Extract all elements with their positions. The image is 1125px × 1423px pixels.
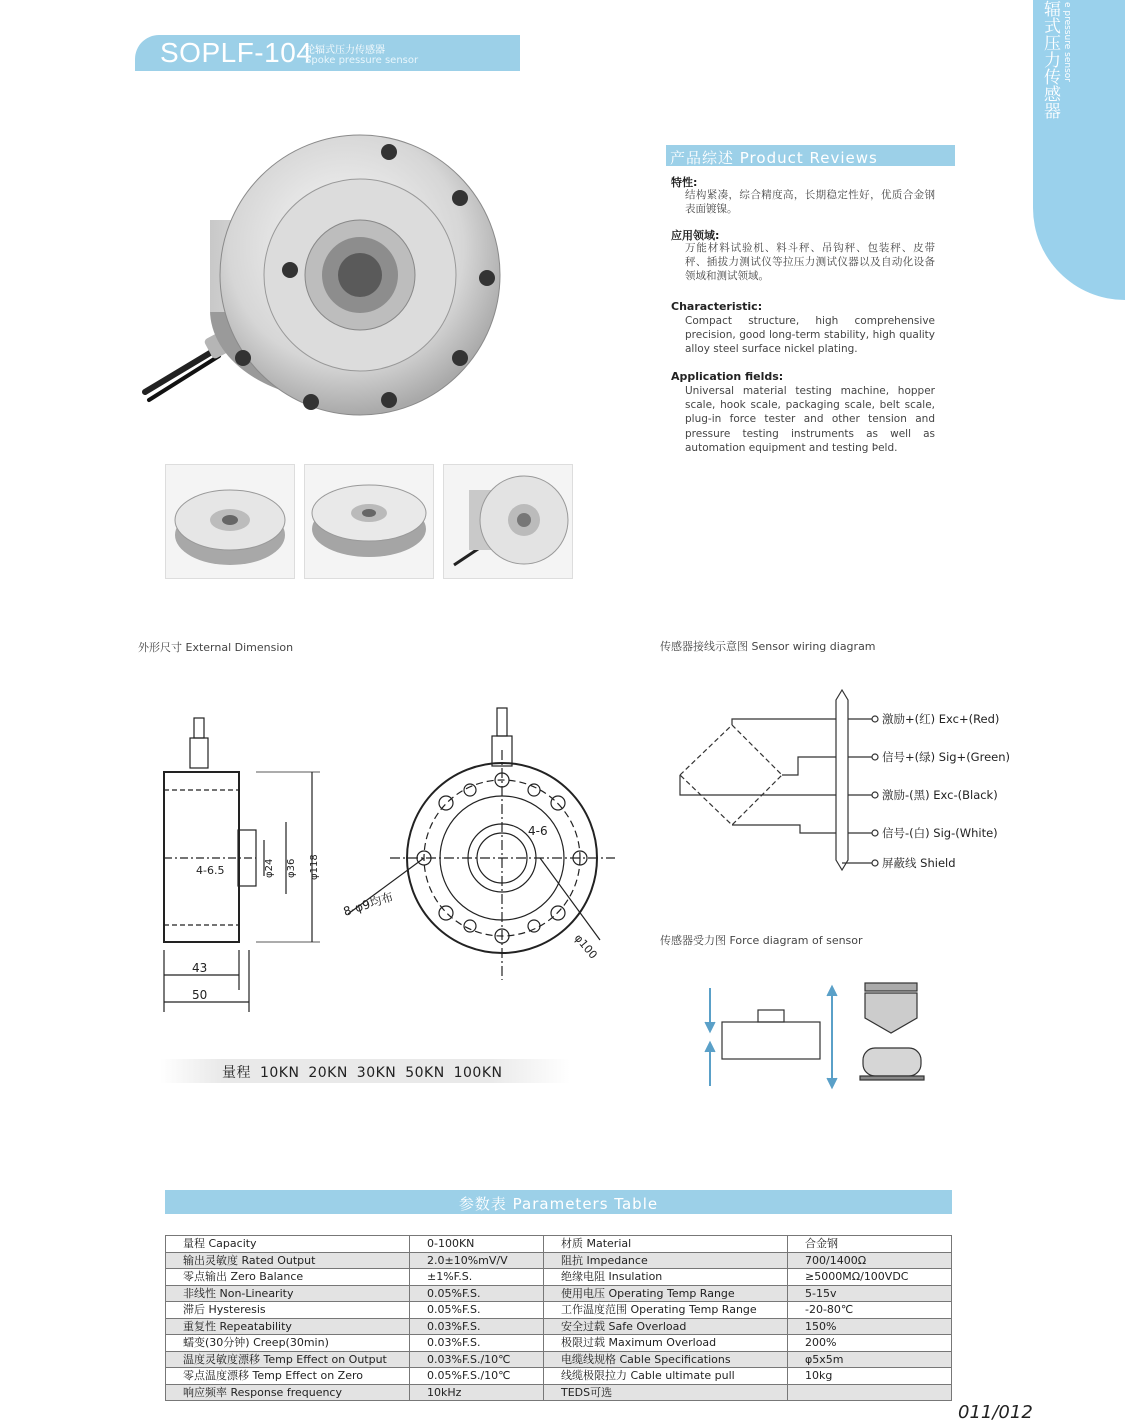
- page-number: 011/012: [958, 1402, 1033, 1423]
- dimension-caption: 外形尺寸 External Dimension: [138, 641, 294, 654]
- table-cell: 安全过载 Safe Overload: [544, 1318, 788, 1335]
- wiring-diagram: [670, 685, 1020, 880]
- table-cell: 合金钢: [788, 1236, 952, 1253]
- table-cell: 输出灵敏度 Rated Output: [166, 1252, 410, 1269]
- wire-sig-plus: 信号+(绿) Sig+(Green): [882, 750, 1010, 764]
- table-cell: 使用电压 Operating Temp Range: [544, 1285, 788, 1302]
- table-cell: 蠕变(30分钟) Creep(30min): [166, 1335, 410, 1352]
- table-cell: 响应频率 Response frequency: [166, 1384, 410, 1401]
- label-43: 43: [192, 961, 208, 975]
- table-row: [166, 1384, 952, 1401]
- table-cell: 重复性 Repeatability: [166, 1318, 410, 1335]
- wire-exc-plus: 激励+(红) Exc+(Red): [882, 712, 1000, 726]
- table-cell: 材质 Material: [544, 1236, 788, 1253]
- table-cell: [788, 1384, 952, 1401]
- fields-cn-text: 万能材料试验机、料斗秤、吊钩秤、包装秤、皮带秤、插拔力测试仪等拉压力测试仪器以及自动化设备领域和测试领域。: [685, 242, 935, 283]
- fields-en-label: Application fields:: [671, 370, 784, 383]
- table-cell: φ5x5m: [788, 1351, 952, 1368]
- force-caption: 传感器受力图 Force diagram of sensor: [660, 934, 863, 947]
- wire-sig-minus: 信号-(白) Sig-(White): [882, 826, 998, 840]
- table-cell: 10kHz: [410, 1384, 544, 1401]
- features-cn-label: 特性:: [671, 176, 698, 189]
- table-row: [166, 1335, 952, 1352]
- label-8-holes: 8-φ9均布: [341, 889, 395, 919]
- table-cell: 极限过载 Maximum Overload: [544, 1335, 788, 1352]
- label-d36: φ36: [286, 858, 297, 878]
- range-text: 量程 10KN 20KN 30KN 50KN 100KN: [222, 1065, 503, 1081]
- product-name-cn: 轮辐式压力传感器: [305, 45, 385, 56]
- table-row: [166, 1236, 952, 1253]
- label-4-6: 4-6: [528, 824, 548, 838]
- table-cell: 温度灵敏度漂移 Temp Effect on Output: [166, 1351, 410, 1368]
- table-row: [166, 1351, 952, 1368]
- external-dimension-drawing: [150, 690, 630, 1020]
- wire-shield: 屏蔽线 Shield: [882, 856, 956, 870]
- table-cell: 滞后 Hysteresis: [166, 1302, 410, 1319]
- params-title: 参数表 Parameters Table: [458, 1195, 659, 1213]
- features-cn-text: 结构紧凑，综合精度高，长期稳定性好，优质合金钢表面镀镍。: [685, 189, 935, 216]
- table-cell: 0.05%F.S.: [410, 1302, 544, 1319]
- table-cell: 电缆线规格 Cable Specifications: [544, 1351, 788, 1368]
- label-d100: φ100: [571, 931, 600, 962]
- table-cell: ±1%F.S.: [410, 1269, 544, 1286]
- table-cell: 0.05%F.S./10℃: [410, 1368, 544, 1385]
- table-cell: 线缆极限拉力 Cable ultimate pull: [544, 1368, 788, 1385]
- reviews-title: 产品综述 Product Reviews: [670, 149, 878, 167]
- product-thumbnail-2: [304, 464, 434, 579]
- table-cell: 5-15v: [788, 1285, 952, 1302]
- table-row: [166, 1269, 952, 1286]
- product-model: SOPLF-104: [160, 37, 313, 68]
- table-row: [166, 1302, 952, 1319]
- table-cell: 0-100KN: [410, 1236, 544, 1253]
- table-row: [166, 1252, 952, 1269]
- table-cell: 0.03%F.S./10℃: [410, 1351, 544, 1368]
- table-cell: 10kg: [788, 1368, 952, 1385]
- table-cell: 0.03%F.S.: [410, 1318, 544, 1335]
- table-cell: 150%: [788, 1318, 952, 1335]
- wiring-caption: 传感器接线示意图 Sensor wiring diagram: [660, 640, 876, 653]
- table-cell: 200%: [788, 1335, 952, 1352]
- table-cell: 阻抗 Impedance: [544, 1252, 788, 1269]
- label-50: 50: [192, 988, 208, 1002]
- wire-exc-minus: 激励-(黑) Exc-(Black): [882, 788, 998, 802]
- side-tab-text-cn: 辐式压力传感器: [1040, 0, 1060, 119]
- table-cell: 0.03%F.S.: [410, 1335, 544, 1352]
- table-row: [166, 1318, 952, 1335]
- params-table: [165, 1235, 952, 1401]
- table-cell: TEDS可选: [544, 1384, 788, 1401]
- side-tab-text-en: e pressure sensor: [1062, 2, 1072, 82]
- table-cell: 零点输出 Zero Balance: [166, 1269, 410, 1286]
- table-cell: 量程 Capacity: [166, 1236, 410, 1253]
- product-thumbnail-3: [443, 464, 573, 579]
- features-en-label: Characteristic:: [671, 300, 763, 313]
- table-row: [166, 1368, 952, 1385]
- label-d24: φ24: [264, 858, 275, 878]
- label-d118: φ118: [309, 854, 320, 880]
- table-cell: 零点温度漂移 Temp Effect on Zero: [166, 1368, 410, 1385]
- table-cell: 0.05%F.S.: [410, 1285, 544, 1302]
- fields-en-text: Universal material testing machine, hopper scale, hook scale, packaging scale, belt scale, plug-in force tester and other tension and pressure testing instruments as well as automation equipment and testing Þeld.: [685, 385, 935, 454]
- label-4-6-5: 4-6.5: [196, 864, 225, 877]
- table-row: [166, 1285, 952, 1302]
- table-cell: 700/1400Ω: [788, 1252, 952, 1269]
- fields-cn-label: 应用领域:: [671, 229, 720, 242]
- table-cell: ≥5000MΩ/100VDC: [788, 1269, 952, 1286]
- table-cell: -20-80℃: [788, 1302, 952, 1319]
- table-cell: 绝缘电阻 Insulation: [544, 1269, 788, 1286]
- product-name-en: Spoke pressure sensor: [305, 55, 419, 66]
- product-main-image: [135, 110, 515, 420]
- product-thumbnail-1: [165, 464, 295, 579]
- table-cell: 非线性 Non-Linearity: [166, 1285, 410, 1302]
- features-en-text: Compact structure, high comprehensive precision, good long-term stability, high quality alloy steel surface nickel plating.: [685, 315, 935, 356]
- table-cell: 工作温度范围 Operating Temp Range: [544, 1302, 788, 1319]
- force-diagram: [700, 978, 940, 1090]
- table-cell: 2.0±10%mV/V: [410, 1252, 544, 1269]
